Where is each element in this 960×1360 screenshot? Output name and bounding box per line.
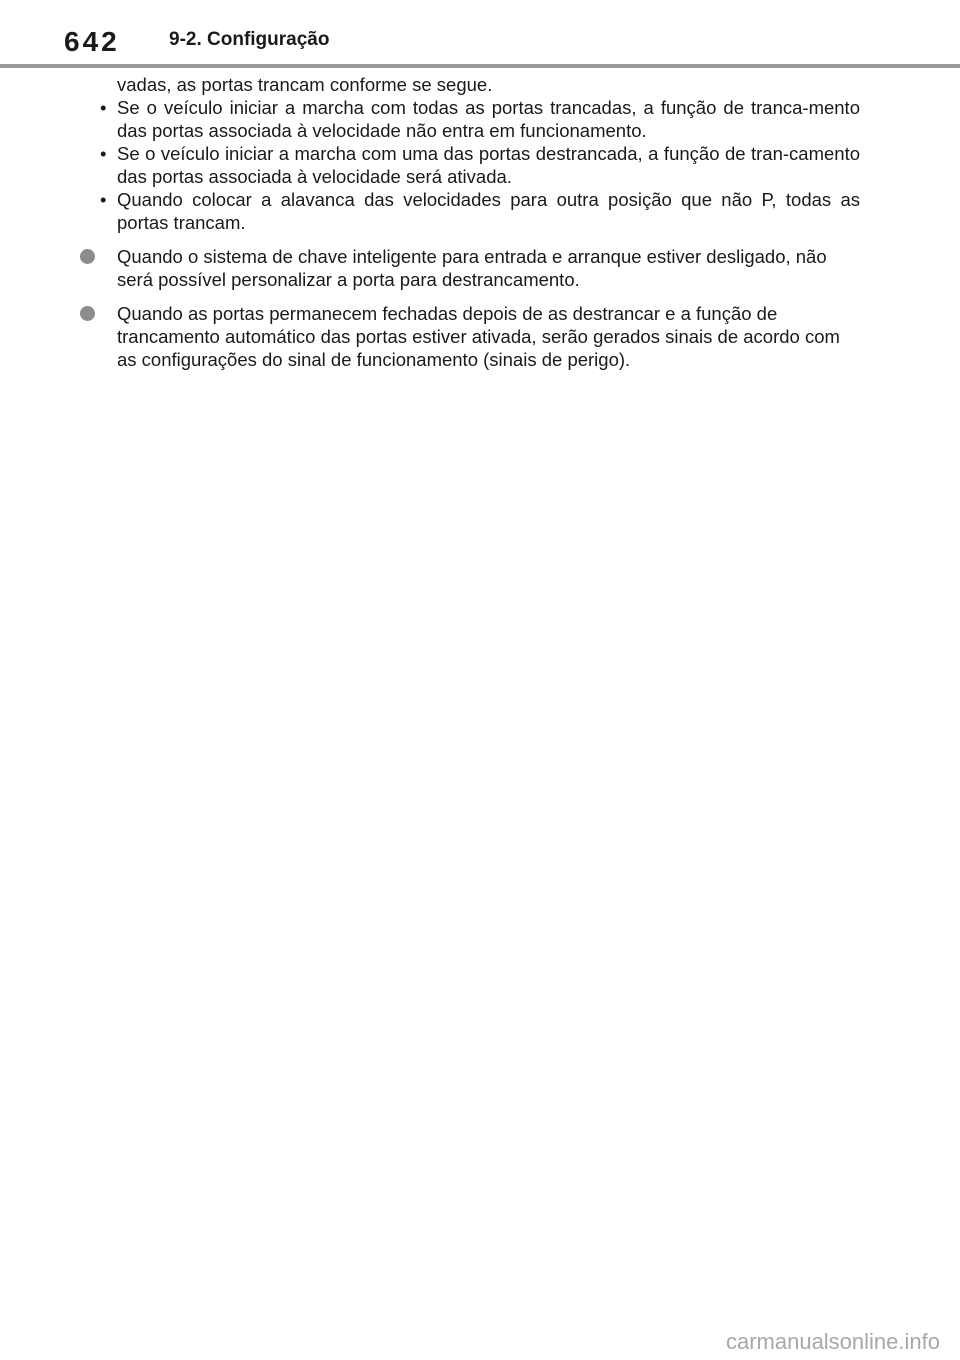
circle-bullet-icon: [80, 306, 95, 321]
list-item: [80, 96, 860, 142]
header-divider: [0, 64, 960, 68]
section-title: 9-2. Configuração: [169, 29, 330, 50]
note-text: Quando o sistema de chave inteligente para entrada e arranque estiver desligado, não será possível personalizar a porta para destrancamento.: [117, 246, 827, 290]
page-number: 642: [64, 26, 120, 57]
bullet-dot: •: [100, 189, 107, 210]
list-item: [80, 188, 860, 234]
watermark: carmanualsonline.info: [725, 1329, 940, 1354]
bullet-dot: •: [100, 97, 107, 118]
list-item: [80, 142, 860, 188]
list-item-text: Quando colocar a alavanca das velocidades para outra posição que não P, todas as portas trancam.: [117, 189, 860, 233]
note-text: Quando as portas permanecem fechadas depois de as destrancar e a função de trancamento automático das portas estiver ativada, serão gerados sinais de acordo com as configurações do sinal de funcionamento (sinais de perigo).: [117, 303, 840, 370]
page-body: [80, 73, 860, 371]
list-item-text: Se o veículo iniciar a marcha com todas as portas trancadas, a função de tranca-mento das portas associada à velocidade não entra em funcionamento.: [117, 97, 860, 141]
note-item: [80, 302, 860, 371]
page-header: [0, 0, 960, 64]
continuation-text: vadas, as portas trancam conforme se segue.: [117, 74, 493, 95]
circle-bullet-icon: [80, 249, 95, 264]
bullet-dot: •: [100, 143, 107, 164]
note-item: [80, 245, 860, 291]
list-item-text: Se o veículo iniciar a marcha com uma das portas destrancada, a função de tran-camento das portas associada à velocidade será ativada.: [117, 143, 860, 187]
